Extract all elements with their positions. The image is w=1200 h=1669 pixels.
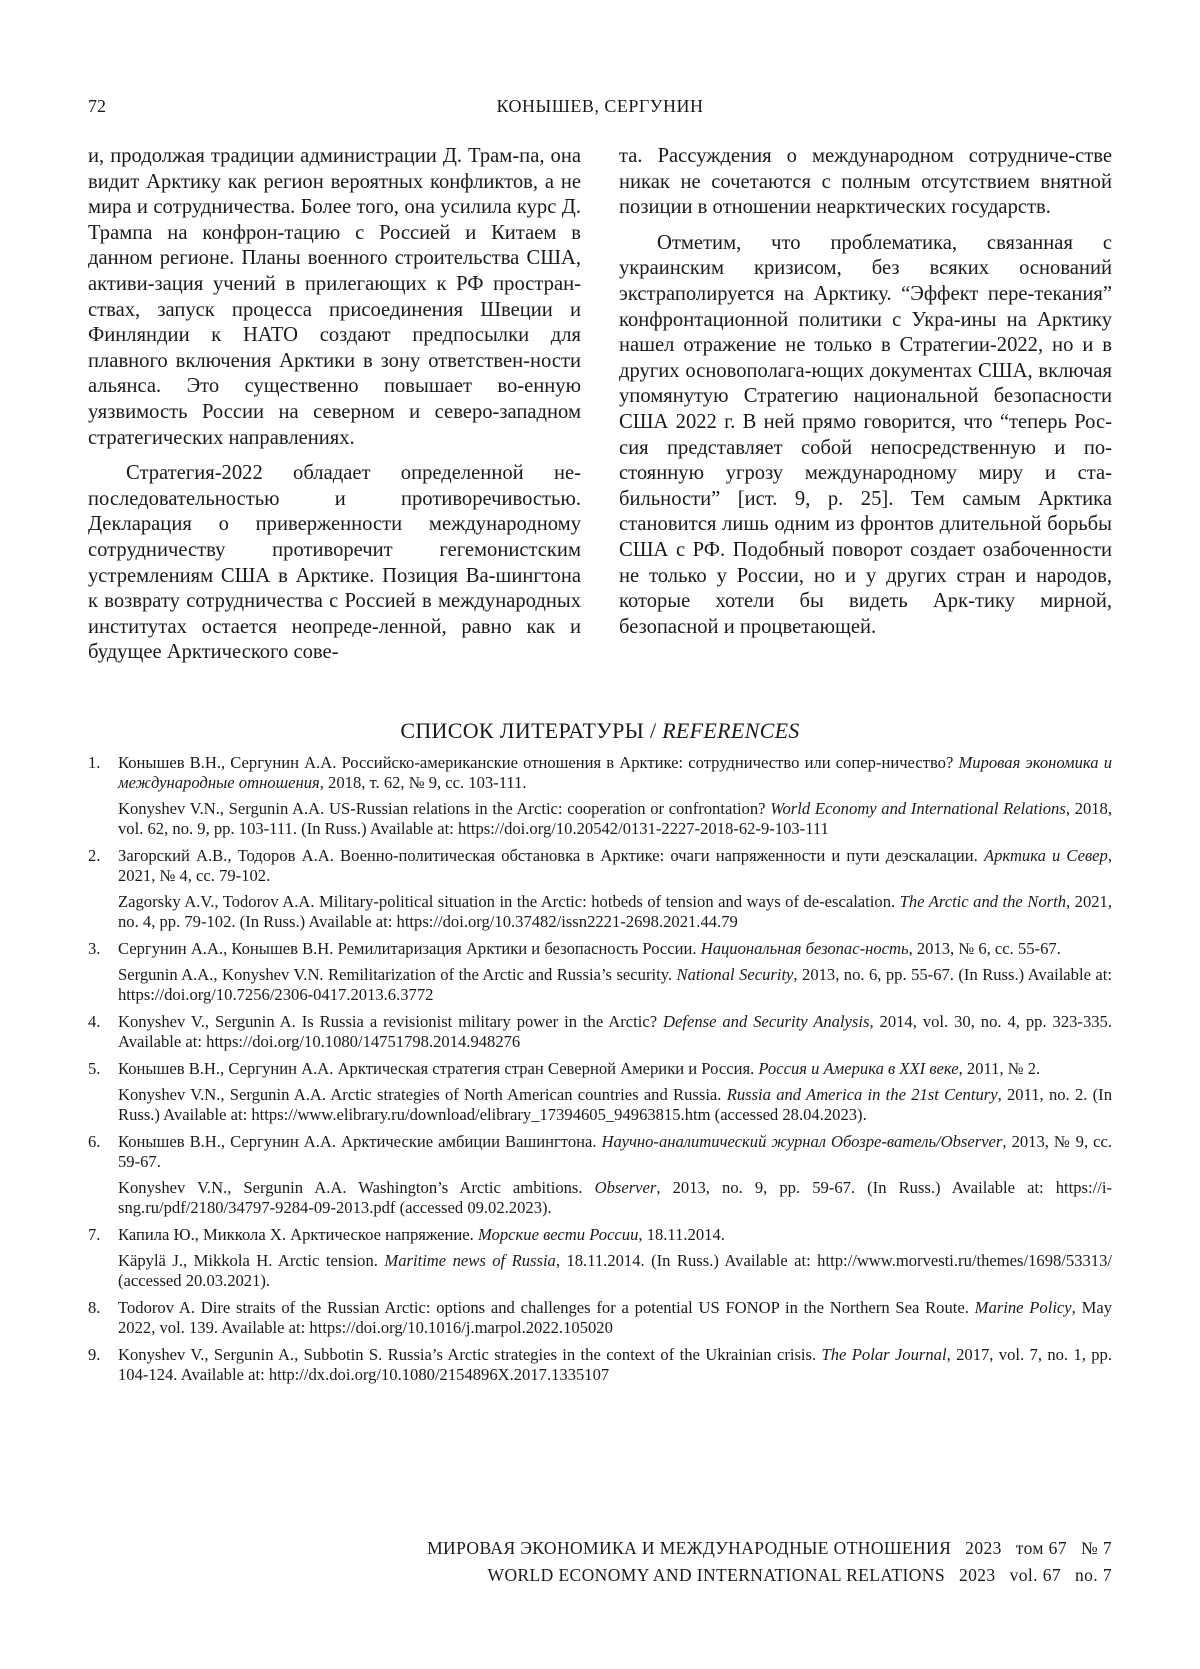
reference-text-en (118, 965, 1112, 1005)
reference-text-part: Konyshev V.N., Sergunin A.A. Arctic strategies of North American countries and Russia. (118, 1085, 727, 1104)
reference-text-part: , 2021, № 4, сс. 79-102. (118, 846, 1112, 885)
reference-source-title: Морские вести России (477, 1225, 639, 1244)
reference-text-en (118, 892, 1112, 932)
reference-text-part: , 18.11.2014. (In Russ.) Available at: http://www.morvesti.ru/themes/1698/53313/ (accessed 20.03.2021). (118, 1251, 1112, 1290)
reference-text-part: , 2013, № 6, сс. 55-67. (908, 939, 1061, 958)
reference-text-en (118, 1251, 1112, 1291)
reference-text-part: , 18.11.2014. (638, 1225, 725, 1244)
reference-text-part: Konyshev V., Sergunin A., Subbotin S. Russia’s Arctic strategies in the context of the Ukrainian crisis. (118, 1345, 822, 1364)
paragraph: та. Рассуждения о международном сотрудниче-стве никак не сочетаются с полным отсутствием внятной позиции в отношении неарктических государств. (619, 145, 1112, 219)
reference-text-part: Zagorsky A.V., Todorov A.A. Military-political situation in the Arctic: hotbeds of tension and ways of de-escalation. (118, 892, 900, 911)
paragraph: Стратегия-2022 обладает определенной не-последовательностью и противоречивостью. Декларация о приверженности международному сотрудничеству противоречит гегемонистским устремлениям США в Арктике. Позиция Ва-шингтона к возврату сотрудничества с Россией в международных институтах остается неопреде-ленной, равно как и будущее Арктического сове- (88, 462, 581, 664)
reference-text-en (118, 1085, 1112, 1125)
reference-text-ru (118, 1225, 1112, 1245)
reference-text-part: , May 2022, vol. 139. Available at: https://doi.org/10.1016/j.marpol.2022.105020 (118, 1298, 1112, 1337)
reference-source-title: Maritime news of Russia (384, 1251, 556, 1270)
reference-text-en (118, 799, 1112, 839)
reference-source-title: Национальная безопас-ность (700, 939, 909, 958)
reference-number: 8. (88, 1298, 101, 1317)
reference-number: 3. (88, 939, 101, 958)
reference-source-title: Россия и Америка в XXI веке (758, 1059, 959, 1078)
right-column (619, 144, 1112, 650)
footer-journal-en (88, 1565, 1112, 1586)
reference-source-title: World Economy and International Relations (770, 799, 1066, 818)
reference-source-title: Marine Policy (974, 1298, 1072, 1317)
reference-text-part: Сергунин А.А., Конышев В.Н. Ремилитаризация Арктики и безопасность России. (118, 939, 701, 958)
reference-item (88, 1225, 1112, 1291)
reference-text-en (118, 1178, 1112, 1218)
running-title: КОНЫШЕВ, СЕРГУНИН (496, 96, 704, 116)
running-head (88, 96, 1112, 120)
reference-source-title: The Polar Journal (821, 1345, 947, 1364)
footer-journal-name: МИРОВАЯ ЭКОНОМИКА И МЕЖДУНАРОДНЫЕ ОТНОШЕНИЯ (427, 1538, 952, 1558)
footer-volume: vol. 67 (1009, 1565, 1061, 1585)
page-number: 72 (88, 96, 106, 116)
footer-year: 2023 (958, 1565, 996, 1585)
references-heading-en: REFERENCES (662, 718, 800, 743)
reference-text-part: , 2013, no. 9, pp. 59-67. (In Russ.) Available at: https://i-sng.ru/pdf/2180/34797-9284-09-2013.pdf (accessed 09.02.2023). (118, 1178, 1112, 1217)
left-column (88, 144, 581, 676)
reference-text-part: Конышев В.Н., Сергунин А.А. Арктическая стратегия стран Северной Америки и Россия. (118, 1059, 759, 1078)
reference-text-part: , 2017, vol. 7, no. 1, pp. 104-124. Available at: http://dx.doi.org/10.1080/2154896X.2017.1335107 (118, 1345, 1113, 1384)
reference-text-en (118, 1345, 1112, 1385)
reference-text-part: , 2013, № 9, сс. 59-67. (118, 1132, 1113, 1171)
reference-item (88, 939, 1112, 1005)
reference-source-title: Мировая экономика и международные отношения (118, 753, 1112, 792)
reference-text-part: Konyshev V.N., Sergunin A.A. US-Russian relations in the Arctic: cooperation or confrontation? (118, 799, 771, 818)
reference-text-ru (118, 1059, 1112, 1079)
reference-text-part: Konyshev V.N., Sergunin A.A. Washington’s Arctic ambitions. (118, 1178, 595, 1197)
reference-item (88, 1059, 1112, 1125)
footer-volume: том 67 (1015, 1538, 1067, 1558)
reference-item (88, 1345, 1112, 1385)
reference-item (88, 1132, 1112, 1218)
reference-text-part: Käpylä J., Mikkola H. Arctic tension. (118, 1251, 385, 1270)
footer-journal-ru (88, 1538, 1112, 1559)
reference-text-en (118, 1012, 1112, 1052)
reference-number: 4. (88, 1012, 101, 1031)
reference-source-title: Арктика и Север (983, 846, 1108, 865)
reference-number: 2. (88, 846, 101, 865)
reference-text-part: , 2013, no. 6, pp. 55-67. (In Russ.) Available at: https://doi.org/10.7256/2306-0417.2013.6.3772 (118, 965, 1112, 1004)
reference-source-title: Научно-аналитический журнал Обозре-ватель/Observer (601, 1132, 1003, 1151)
reference-text-part: , 2011, № 2. (958, 1059, 1041, 1078)
reference-number: 6. (88, 1132, 101, 1151)
reference-text-part: , 2011, no. 2. (In Russ.) Available at: https://www.elibrary.ru/download/elibrary_17394605_94963815.htm (accessed 28.04.2023). (118, 1085, 1112, 1124)
reference-text-ru (118, 1132, 1112, 1172)
reference-item (88, 846, 1112, 932)
reference-text-ru (118, 753, 1112, 793)
reference-text-part: , 2014, vol. 30, no. 4, pp. 323-335. Available at: https://doi.org/10.1080/14751798.2014.948276 (118, 1012, 1112, 1051)
reference-item (88, 1012, 1112, 1052)
reference-source-title: The Arctic and the North (899, 892, 1067, 911)
reference-source-title: Observer (594, 1178, 657, 1197)
reference-text-part: , 2018, т. 62, № 9, сс. 103-111. (319, 773, 527, 792)
reference-source-title: Russia and America in the 21st Century (726, 1085, 998, 1104)
reference-text-part: Загорский А.В., Тодоров А.А. Военно-политическая обстановка в Арктике: очаги напряженности и пути деэскалации. (118, 846, 984, 865)
reference-text-part: Капила Ю., Миккола Х. Арктическое напряжение. (118, 1225, 478, 1244)
reference-text-ru (118, 939, 1112, 959)
reference-text-part: Конышев В.Н., Сергунин А.А. Российско-американские отношения в Арктике: сотрудничество или сопер-ничество? (118, 753, 959, 772)
reference-text-part: , 2018, vol. 62, no. 9, pp. 103-111. (In Russ.) Available at: https://doi.org/10.20542/0131-2227-2018-62-9-103-111 (118, 799, 1112, 838)
reference-item (88, 753, 1112, 839)
reference-source-title: Defense and Security Analysis (663, 1012, 870, 1031)
references-heading-ru: СПИСОК ЛИТЕРАТУРЫ / (400, 718, 657, 743)
reference-text-part: Konyshev V., Sergunin A. Is Russia a revisionist military power in the Arctic? (118, 1012, 663, 1031)
reference-number: 7. (88, 1225, 101, 1244)
references-list (88, 753, 1112, 1392)
reference-text-part: , 2021, no. 4, pp. 79-102. (In Russ.) Available at: https://doi.org/10.37482/issn2221-2698.2021.44.79 (118, 892, 1112, 931)
reference-number: 9. (88, 1345, 101, 1364)
reference-text-part: Sergunin A.A., Konyshev V.N. Remilitarization of the Arctic and Russia’s security. (118, 965, 677, 984)
footer-journal-name: WORLD ECONOMY AND INTERNATIONAL RELATIONS (487, 1565, 945, 1585)
reference-source-title: National Security (676, 965, 794, 984)
reference-text-part: Конышев В.Н., Сергунин А.А. Арктические амбиции Вашингтона. (118, 1132, 602, 1151)
reference-item (88, 1298, 1112, 1338)
reference-text-en (118, 1298, 1112, 1338)
reference-text-part: Todorov A. Dire straits of the Russian Arctic: options and challenges for a potential US FONOP in the Northern Sea Route. (118, 1298, 975, 1317)
reference-number: 1. (88, 753, 101, 772)
footer-issue: № 7 (1080, 1538, 1112, 1558)
reference-number: 5. (88, 1059, 101, 1078)
reference-text-ru (118, 846, 1112, 886)
paragraph: и, продолжая традиции администрации Д. Трам-па, она видит Арктику как регион вероятных конфликтов, а не мира и сотрудничества. Более того, она усилила курс Д. Трампа на конфрон-тацию с Россией и Китаем в данном регионе. Планы военного строительства США, активи-зация учений в прилегающих к РФ простран-ствах, запуск процесса присоединения Швеции и Финляндии к НАТО создают предпосылки для плавного включения Арктики в зону ответствен-ности альянса. Это существенно повышает во-енную уязвимость России на северном и северо-западном стратегических направлениях. (88, 145, 581, 449)
footer-year: 2023 (965, 1538, 1002, 1558)
paragraph: Отметим, что проблематика, связанная с украинским кризисом, без всяких оснований экстраполируется на Арктику. “Эффект пере-текания” конфронтационной политики с Укра-ины на Арктику нашел отражение не только в Стратегии-2022, но и в других основополага-ющих документах США, включая упомянутую Стратегию национальной безопасности США 2022 г. В ней прямо говорится, что “теперь Рос-сия представляет собой непосредственную и по-стоянную угрозу международному миру и ста-бильности” [ист. 9, р. 25]. Тем самым Арктика становится лишь одним из фронтов длительной борьбы США с РФ. Подобный поворот создает озабоченности не только у России, но и у других стран и народов, которые хотели бы видеть Арк-тику мирной, безопасной и процветающей. (619, 231, 1112, 638)
references-heading (88, 718, 1112, 744)
footer-issue: no. 7 (1075, 1565, 1112, 1585)
